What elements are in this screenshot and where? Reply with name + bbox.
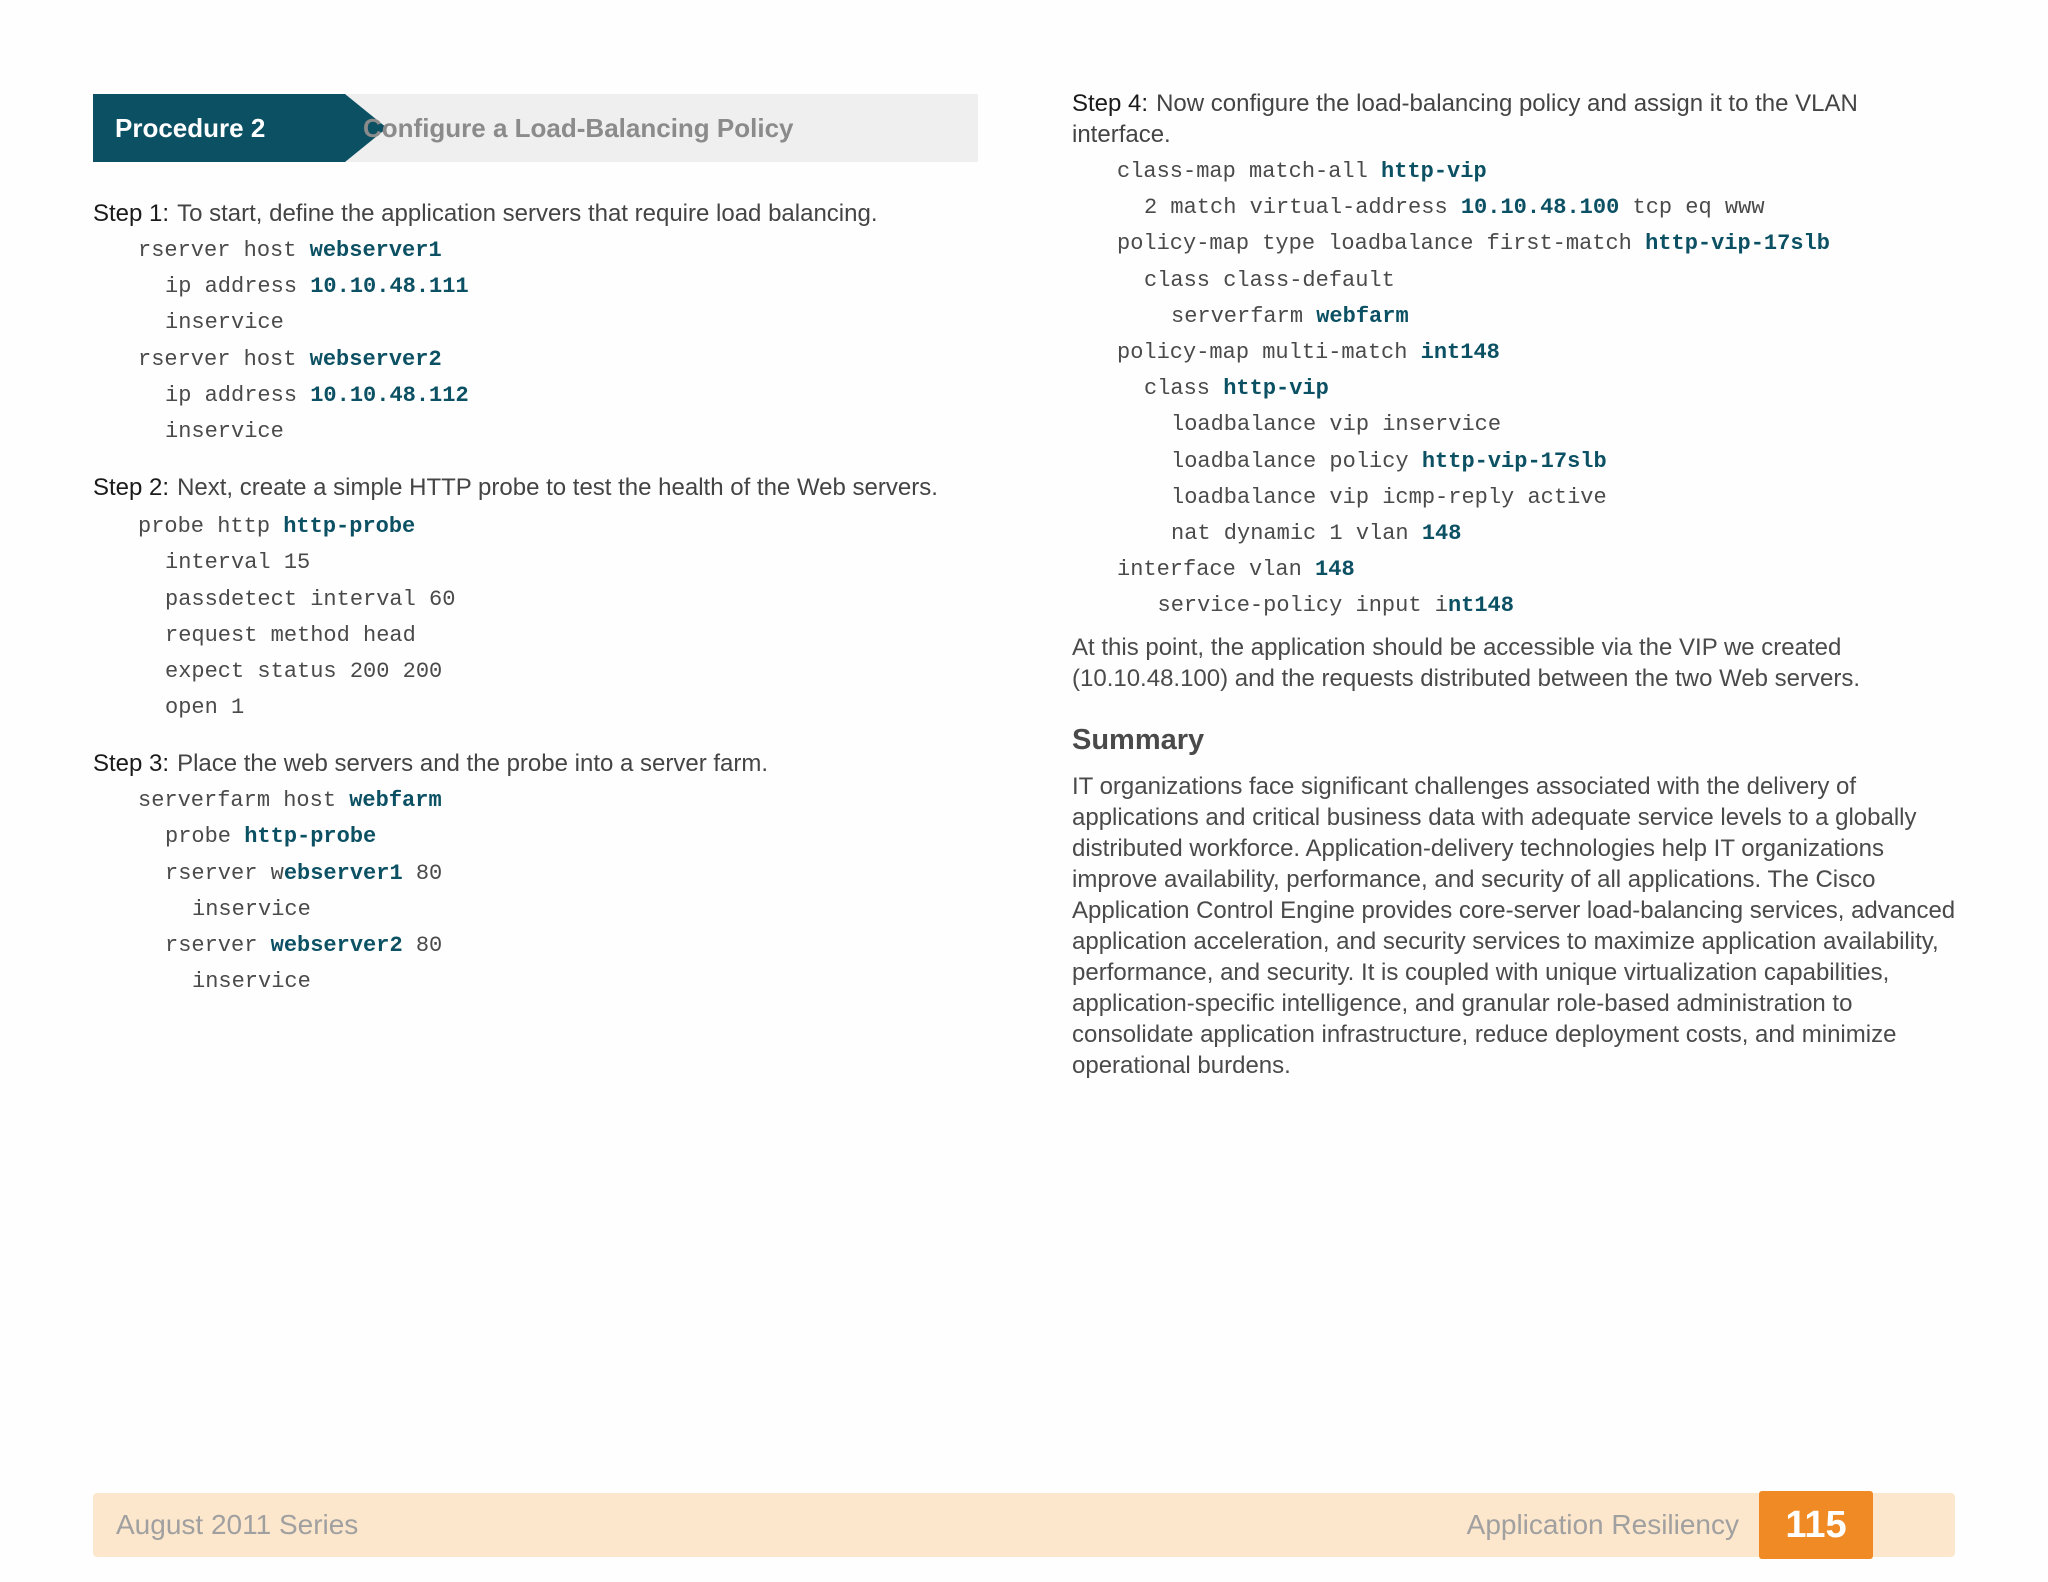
code-line xyxy=(1072,371,1962,407)
code-text: rserver w xyxy=(165,860,284,886)
code-highlight: 10.10.48.111 xyxy=(310,274,469,300)
step-text: Next, create a simple HTTP probe to test the health of the Web servers. xyxy=(177,474,938,502)
code-text: probe xyxy=(165,824,245,850)
step-label: Step 3: xyxy=(93,750,170,778)
code-text: inservice xyxy=(165,418,284,444)
code-line xyxy=(1072,444,1962,480)
code-highlight: webserver2 xyxy=(309,346,442,372)
step-label: Step 4: xyxy=(1072,90,1149,117)
after-step4-paragraph: At this point, the application should be accessible via the VIP we created (10.10.48.100) and the requests distributed between the two Web servers. xyxy=(1072,634,1861,693)
code-line xyxy=(1072,335,1962,371)
step-4 xyxy=(1072,88,1962,150)
code-line xyxy=(1072,190,1962,226)
code-highlight: nt148 xyxy=(1447,593,1514,619)
code-text: class class-default xyxy=(1144,267,1395,293)
code-line xyxy=(1072,480,1962,516)
code-block-step2 xyxy=(93,509,978,726)
code-highlight: webfarm xyxy=(349,788,442,814)
code-line xyxy=(1072,588,1962,624)
code-line xyxy=(93,269,978,305)
code-highlight: 148 xyxy=(1315,557,1355,583)
code-text: rserver host xyxy=(138,238,310,263)
code-line xyxy=(93,545,978,581)
code-text: service-policy input i xyxy=(1157,593,1448,619)
code-text: serverfarm xyxy=(1171,303,1317,329)
code-line xyxy=(93,819,978,855)
summary-heading: Summary xyxy=(1072,724,1205,757)
step-2 xyxy=(93,472,978,503)
code-line xyxy=(93,856,978,892)
step-text: Now configure the load-balancing policy and assign it to the VLAN interface. xyxy=(1072,90,1858,148)
step-label: Step 1: xyxy=(93,200,170,227)
code-text: loadbalance vip icmp-reply active xyxy=(1171,484,1607,510)
code-highlight: 148 xyxy=(1421,520,1462,546)
code-highlight: http-probe xyxy=(244,824,377,850)
code-line xyxy=(93,342,978,378)
code-line xyxy=(93,892,978,928)
left-column xyxy=(93,94,978,1000)
code-line xyxy=(93,654,978,690)
code-line xyxy=(1072,226,1962,262)
code-line xyxy=(93,414,978,450)
code-highlight: http-probe xyxy=(283,514,416,540)
code-line xyxy=(1072,154,1962,190)
code-text: interface vlan xyxy=(1117,557,1316,583)
code-text: policy-map type loadbalance first-match xyxy=(1117,231,1646,257)
footer-bar xyxy=(93,1493,1955,1557)
code-highlight: webserver2 xyxy=(270,933,403,958)
code-text: open 1 xyxy=(165,695,245,721)
code-line xyxy=(93,305,978,341)
code-highlight: http-vip xyxy=(1223,376,1329,402)
code-text: interval 15 xyxy=(165,550,311,576)
code-text: probe http xyxy=(138,514,284,540)
code-text: tcp eq www xyxy=(1619,195,1765,221)
code-line xyxy=(93,690,978,726)
code-highlight: http-vip-17slb xyxy=(1421,448,1607,474)
code-block-step3 xyxy=(93,783,978,1000)
step-text: Place the web servers and the probe into a server farm. xyxy=(177,750,769,778)
code-line xyxy=(93,618,978,654)
code-text: serverfarm host xyxy=(138,788,350,814)
procedure-banner xyxy=(93,94,978,162)
procedure-title: Configure a Load-Balancing Policy xyxy=(363,113,794,143)
code-block-step4 xyxy=(1072,154,1962,624)
code-line xyxy=(93,783,978,819)
footer-section: Application Resiliency xyxy=(1466,1509,1739,1540)
code-line xyxy=(93,378,978,414)
code-text: class-map match-all xyxy=(1117,159,1382,184)
code-text: class xyxy=(1144,376,1224,402)
code-line xyxy=(1072,299,1962,335)
right-column xyxy=(1072,88,1962,1081)
page-number: 115 xyxy=(1759,1491,1873,1559)
code-text: inservice xyxy=(165,310,284,336)
code-text: expect status 200 200 xyxy=(165,658,443,684)
code-text: 80 xyxy=(402,933,443,958)
code-text: request method head xyxy=(165,622,416,648)
code-text: rserver xyxy=(165,933,271,958)
code-highlight: 10.10.48.100 xyxy=(1460,195,1620,221)
footer-series: August 2011 Series xyxy=(116,1509,359,1540)
code-text: loadbalance vip inservice xyxy=(1171,412,1502,438)
step-text: To start, define the application servers that require load balancing. xyxy=(177,200,878,227)
code-text: policy-map multi-match xyxy=(1117,339,1421,365)
code-text: passdetect interval 60 xyxy=(165,586,456,612)
code-highlight: http-vip-17slb xyxy=(1645,231,1830,257)
code-text: ip address xyxy=(165,382,311,408)
procedure-tag: Procedure 2 xyxy=(93,94,345,162)
code-text: ip address xyxy=(165,274,311,300)
step-label: Step 2: xyxy=(93,474,170,502)
code-text: 2 match virtual-address xyxy=(1144,195,1461,221)
code-highlight: webfarm xyxy=(1316,303,1409,329)
code-text: 80 xyxy=(402,860,443,886)
code-line xyxy=(93,582,978,618)
code-highlight: webserver1 xyxy=(309,238,442,263)
summary-paragraph: IT organizations face significant challenges associated with the delivery of applications and critical business data with adequate service levels to a globally distributed workforce. Application-delivery technologies help IT organizations improve availability, performance, and security of all applications. The Cisco Application Control Engine provides core-server load-balancing services, advanced application acceleration, and security services to maximize application availability, performance, and security. It is coupled with unique virtualization capabilities, application-specific intelligence, and granular role-based administration to consolidate application infrastructure, reduce deployment costs, and minimize operational burdens. xyxy=(1072,773,1956,1080)
code-text: inservice xyxy=(192,969,311,995)
code-highlight: 10.10.48.112 xyxy=(310,382,469,408)
code-text: rserver host xyxy=(138,346,310,372)
code-line xyxy=(93,928,978,964)
code-highlight: int148 xyxy=(1420,339,1500,365)
code-line xyxy=(93,964,978,1000)
code-line xyxy=(1072,407,1962,443)
step-3 xyxy=(93,748,978,779)
code-text: inservice xyxy=(192,896,311,922)
code-line xyxy=(93,509,978,545)
code-text: nat dynamic 1 vlan xyxy=(1171,520,1422,546)
code-highlight: ebserver1 xyxy=(283,860,403,886)
code-line xyxy=(1072,516,1962,552)
code-highlight: http-vip xyxy=(1381,159,1487,184)
code-block-step1 xyxy=(93,233,978,450)
code-text: loadbalance policy xyxy=(1171,448,1422,474)
code-line xyxy=(1072,552,1962,588)
step-1 xyxy=(93,198,978,229)
code-line xyxy=(1072,263,1962,299)
code-line xyxy=(93,233,978,269)
